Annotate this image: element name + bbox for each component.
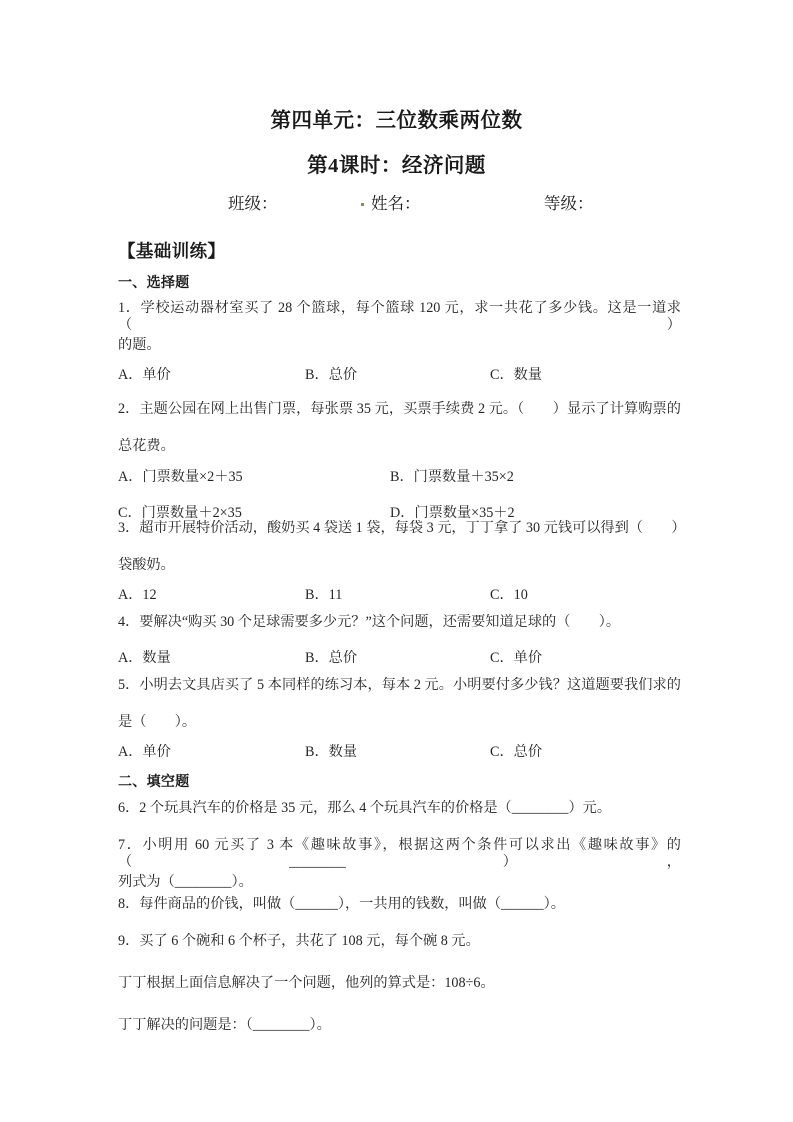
section-heading-basic-training: 【基础训练】 — [118, 241, 226, 261]
option-a[interactable]: A．数量 — [118, 650, 171, 666]
question-text: 的题。 — [118, 337, 161, 353]
option-row — [118, 584, 684, 602]
section-heading-multiple-choice: 一、选择题 — [118, 274, 190, 290]
grade-label: 等级： — [544, 194, 594, 213]
stray-mark — [361, 203, 364, 206]
section-heading-fill-in-blank: 二、填空题 — [118, 773, 190, 789]
option-c[interactable]: C．10 — [490, 587, 528, 603]
option-row — [118, 741, 684, 759]
option-row — [118, 466, 684, 484]
option-b[interactable]: B．总价 — [305, 367, 358, 383]
question-text: 丁丁解决的问题是：（________）。 — [118, 1017, 331, 1033]
question-text: 9．买了 6 个碗和 6 个杯子，共花了 108 元，每个碗 8 元。 — [118, 933, 480, 949]
question-text: 列式为（________）。 — [118, 874, 253, 890]
class-label: 班级： — [228, 194, 278, 213]
question-text: 丁丁根据上面信息解决了一个问题，他列的算式是：108÷6。 — [118, 975, 495, 991]
question-text: 是（ ）。 — [118, 714, 197, 730]
question-text: 6．2 个玩具汽车的价格是 35 元，那么 4 个玩具汽车的价格是（________）元。 — [118, 800, 612, 816]
option-row — [118, 364, 684, 382]
option-b[interactable]: B．数量 — [305, 744, 358, 760]
question-text: 1．学校运动器材室买了 28 个篮球，每个篮球 120 元，求一共花了多少钱。这是一道求（ ） — [118, 300, 681, 333]
option-a[interactable]: A．单价 — [118, 744, 171, 760]
option-row — [118, 502, 684, 520]
question-text: 袋酸奶。 — [118, 557, 175, 573]
option-a[interactable]: A．单价 — [118, 367, 171, 383]
option-c[interactable]: C．单价 — [490, 650, 543, 666]
question-text: 4．要解决“购买 30 个足球需要多少元？”这个问题，还需要知道足球的（ ）。 — [118, 614, 621, 630]
page-title-lesson: 第4课时：经济问题 — [307, 155, 486, 177]
option-a[interactable]: A．12 — [118, 587, 157, 603]
option-c[interactable]: C．总价 — [490, 744, 543, 760]
question-text: 7．小明用 60 元买了 3 本《趣味故事》，根据这两个条件可以求出《趣味故事》的（________）， — [118, 837, 681, 870]
question-text: 5．小明去文具店买了 5 本同样的练习本，每本 2 元。小明要付多少钱？这道题要我们求的 — [118, 677, 681, 693]
question-text: 总花费。 — [118, 438, 175, 454]
option-c[interactable]: C．数量 — [490, 367, 543, 383]
question-text: 8．每件商品的价钱，叫做（______），一共用的钱数，叫做（______）。 — [118, 896, 565, 912]
question-text: 3．超市开展特价活动，酸奶买 4 袋送 1 袋，每袋 3 元，丁丁拿了 30 元钱可以得到（ ） — [118, 520, 686, 536]
page-title-unit: 第四单元：三位数乘两位数 — [270, 110, 523, 132]
option-c[interactable]: C．门票数量＋2×35 — [118, 505, 242, 521]
option-b[interactable]: B．总价 — [305, 650, 358, 666]
option-row — [118, 647, 684, 665]
student-info-row — [118, 190, 680, 214]
option-a[interactable]: A．门票数量×2＋35 — [118, 469, 243, 485]
option-d[interactable]: D．门票数量×35＋2 — [390, 505, 515, 521]
option-b[interactable]: B．门票数量＋35×2 — [390, 469, 514, 485]
name-label: 姓名： — [371, 194, 421, 213]
option-b[interactable]: B．11 — [305, 587, 343, 603]
question-text: 2．主题公园在网上出售门票，每张票 35 元，买票手续费 2 元。（ ）显示了计算购票的 — [118, 401, 681, 417]
